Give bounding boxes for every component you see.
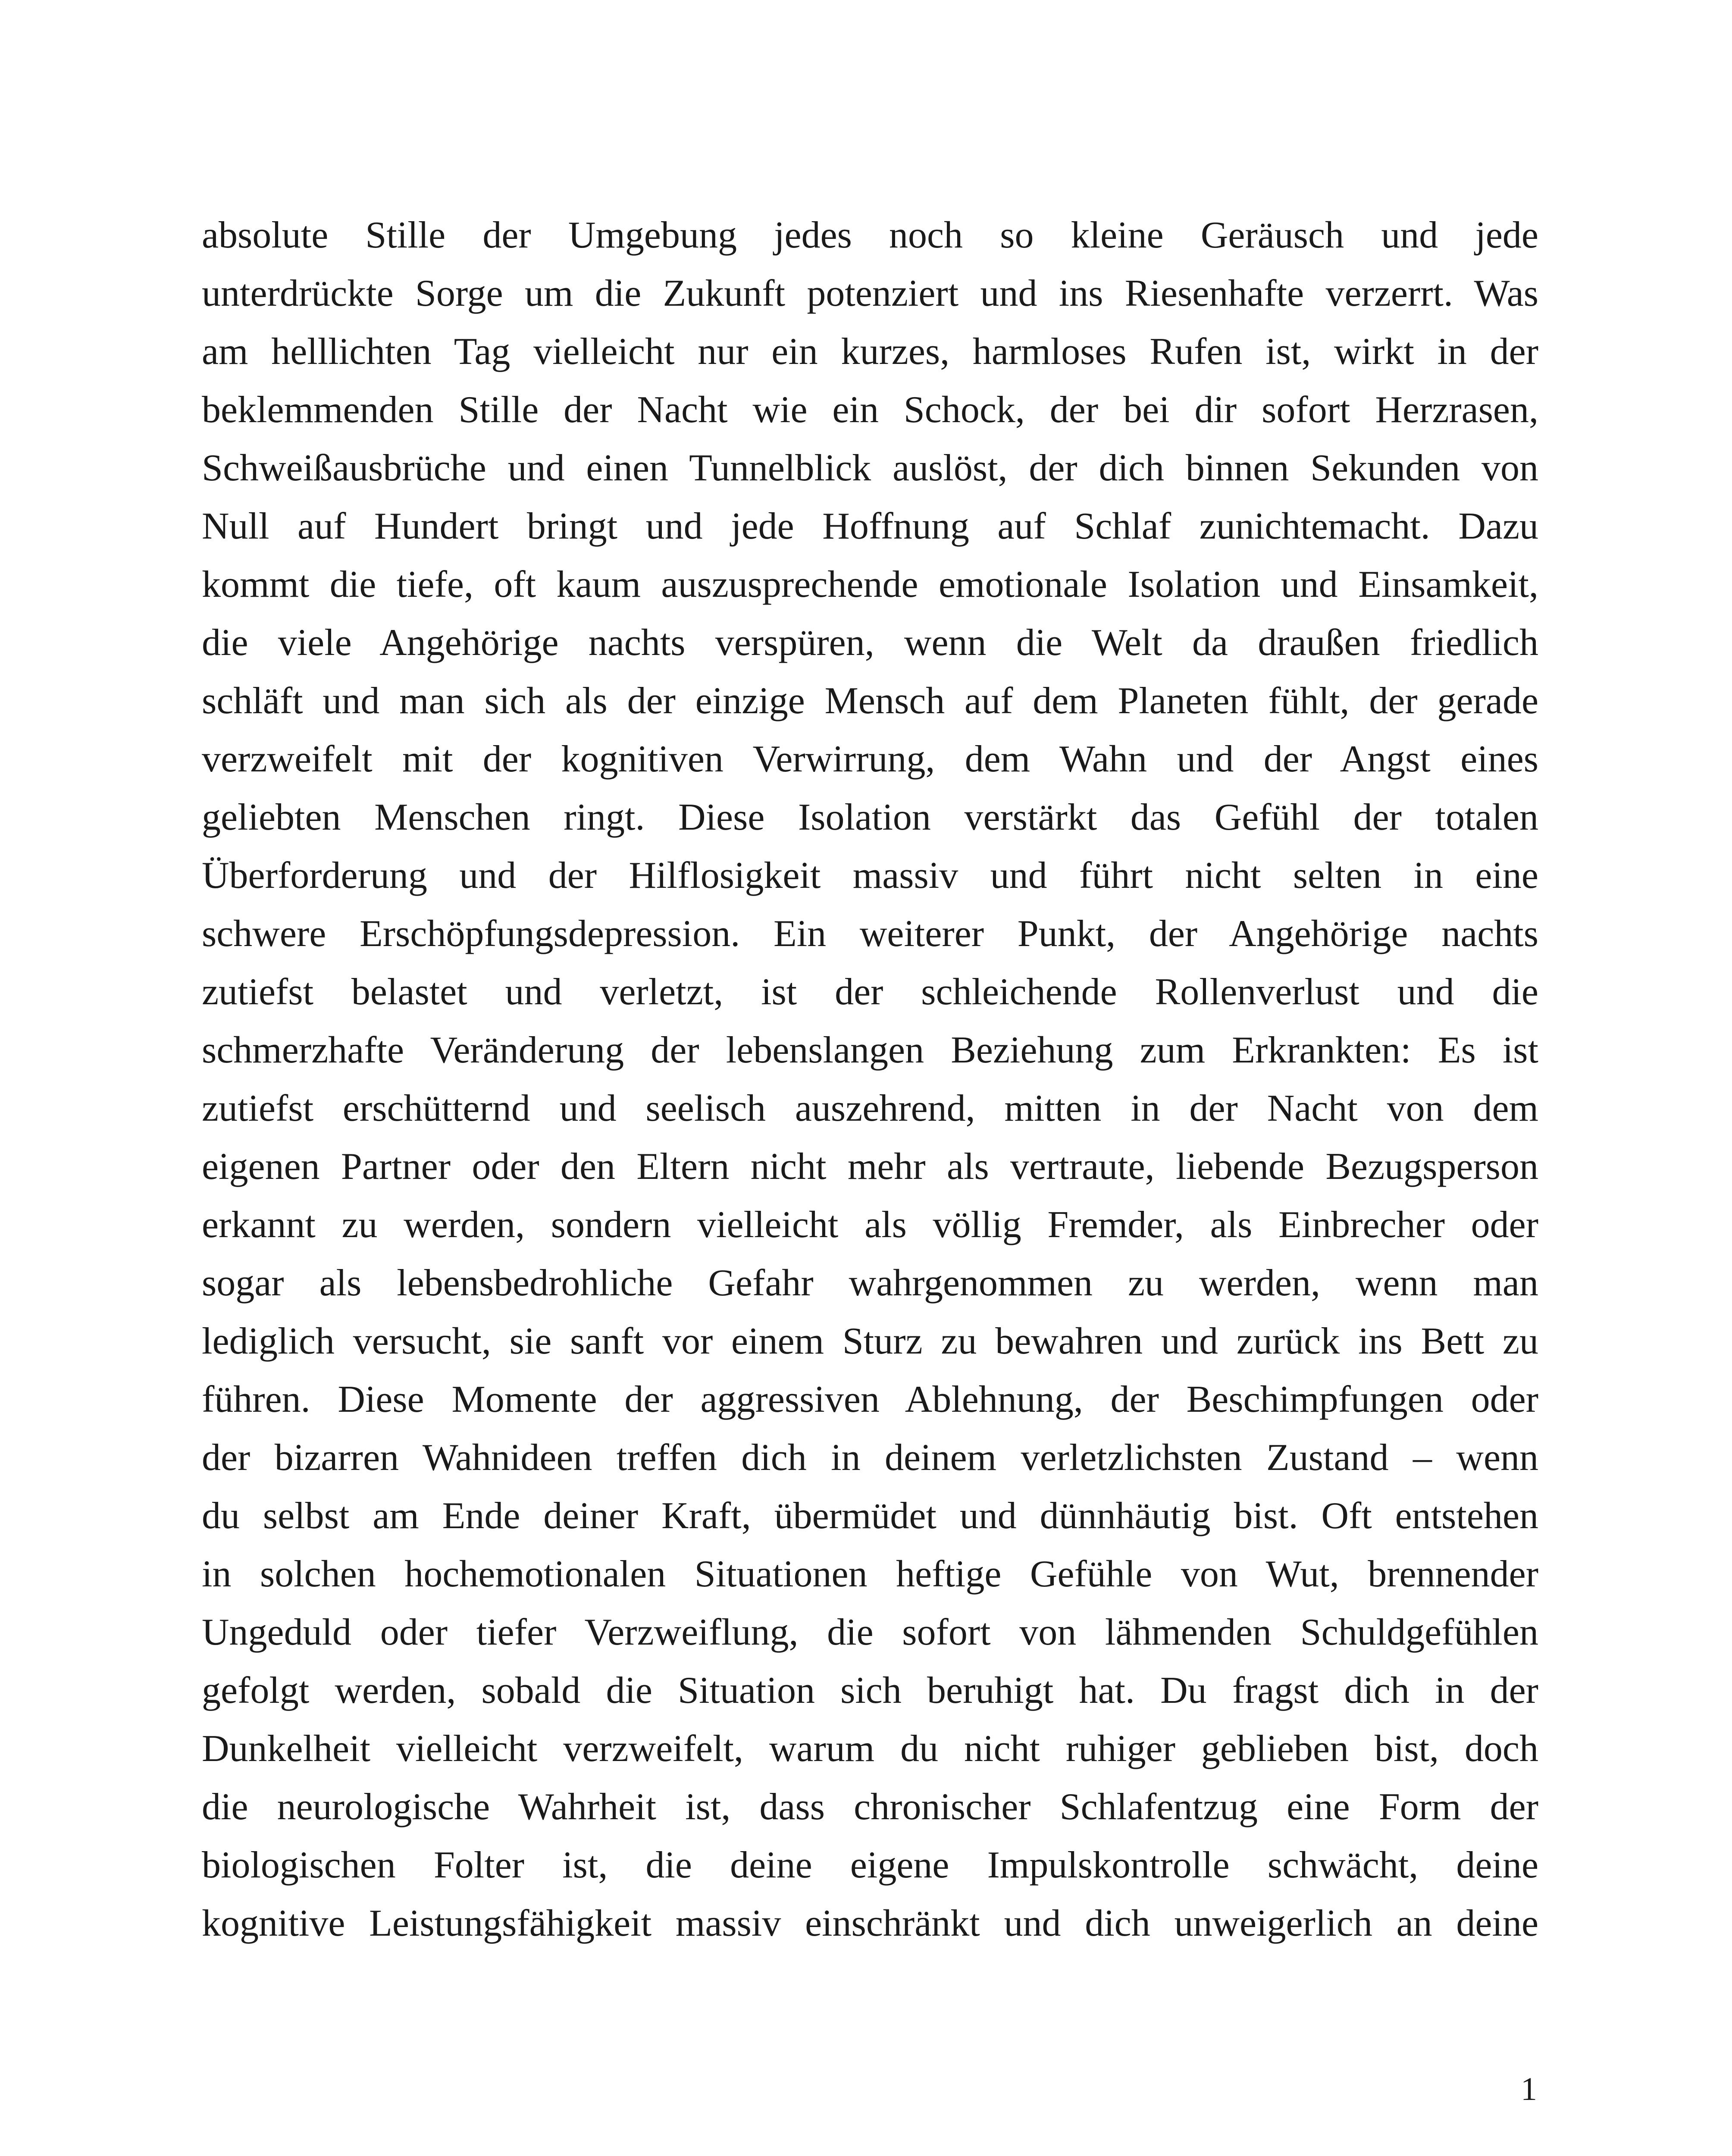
text-line: geliebten Menschen ringt. Diese Isolation verstärkt das Gefühl der totalen bbox=[202, 796, 1538, 838]
text-line: kognitive Leistungsfähigkeit massiv einschränkt und dich unweigerlich an deine bbox=[202, 1902, 1538, 1944]
text-line: lediglich versucht, sie sanft vor einem Sturz zu bewahren und zurück ins Bett zu bbox=[202, 1320, 1538, 1362]
text-line: absolute Stille der Umgebung jedes noch so kleine Geräusch und jede bbox=[202, 214, 1538, 256]
text-line: verzweifelt mit der kognitiven Verwirrung, dem Wahn und der Angst eines bbox=[202, 738, 1538, 780]
text-line: die viele Angehörige nachts verspüren, wenn die Welt da draußen friedlich bbox=[202, 622, 1538, 664]
text-line: der bizarren Wahnideen treffen dich in deinem verletzlichsten Zustand – wenn bbox=[202, 1437, 1538, 1479]
text-line: du selbst am Ende deiner Kraft, übermüdet und dünnhäutig bist. Oft entstehen bbox=[202, 1495, 1538, 1537]
text-line: schläft und man sich als der einzige Mensch auf dem Planeten fühlt, der gerade bbox=[202, 680, 1538, 722]
text-line: Ungeduld oder tiefer Verzweiflung, die sofort von lähmenden Schuldgefühlen bbox=[202, 1611, 1538, 1653]
text-line: schmerzhafte Veränderung der lebenslangen Beziehung zum Erkrankten: Es ist bbox=[202, 1029, 1538, 1071]
text-line: erkannt zu werden, sondern vielleicht als völlig Fremder, als Einbrecher oder bbox=[202, 1204, 1538, 1246]
text-line: am helllichten Tag vielleicht nur ein kurzes, harmloses Rufen ist, wirkt in der bbox=[202, 331, 1538, 373]
text-line: sogar als lebensbedrohliche Gefahr wahrgenommen zu werden, wenn man bbox=[202, 1262, 1538, 1304]
text-line: kommt die tiefe, oft kaum auszusprechende emotionale Isolation und Einsamkeit, bbox=[202, 564, 1538, 605]
text-line: beklemmenden Stille der Nacht wie ein Schock, der bei dir sofort Herzrasen, bbox=[202, 389, 1538, 431]
text-line: Null auf Hundert bringt und jede Hoffnung auf Schlaf zunichtemacht. Dazu bbox=[202, 505, 1538, 547]
text-line: Überforderung und der Hilflosigkeit massiv und führt nicht selten in eine bbox=[202, 855, 1538, 896]
text-line: die neurologische Wahrheit ist, dass chronischer Schlafentzug eine Form der bbox=[202, 1786, 1538, 1828]
text-line: eigenen Partner oder den Eltern nicht mehr als vertraute, liebende Bezugsperson bbox=[202, 1146, 1538, 1188]
body-paragraph bbox=[202, 206, 1538, 1952]
text-line: in solchen hochemotionalen Situationen heftige Gefühle von Wut, brennender bbox=[202, 1553, 1538, 1595]
text-line: schwere Erschöpfungsdepression. Ein weiterer Punkt, der Angehörige nachts bbox=[202, 913, 1538, 955]
text-line: biologischen Folter ist, die deine eigene Impulskontrolle schwächt, deine bbox=[202, 1844, 1538, 1886]
page-number: 1 bbox=[1521, 2071, 1537, 2107]
text-line: unterdrückte Sorge um die Zukunft potenziert und ins Riesenhafte verzerrt. Was bbox=[202, 273, 1538, 314]
text-line: Schweißausbrüche und einen Tunnelblick auslöst, der dich binnen Sekunden von bbox=[202, 447, 1538, 489]
text-line: Dunkelheit vielleicht verzweifelt, warum du nicht ruhiger geblieben bist, doch bbox=[202, 1728, 1538, 1770]
text-line: führen. Diese Momente der aggressiven Ablehnung, der Beschimpfungen oder bbox=[202, 1379, 1538, 1420]
text-line: gefolgt werden, sobald die Situation sich beruhigt hat. Du fragst dich in der bbox=[202, 1670, 1538, 1711]
text-line: zutiefst belastet und verletzt, ist der schleichende Rollenverlust und die bbox=[202, 971, 1538, 1013]
text-line: zutiefst erschütternd und seelisch auszehrend, mitten in der Nacht von dem bbox=[202, 1087, 1538, 1129]
